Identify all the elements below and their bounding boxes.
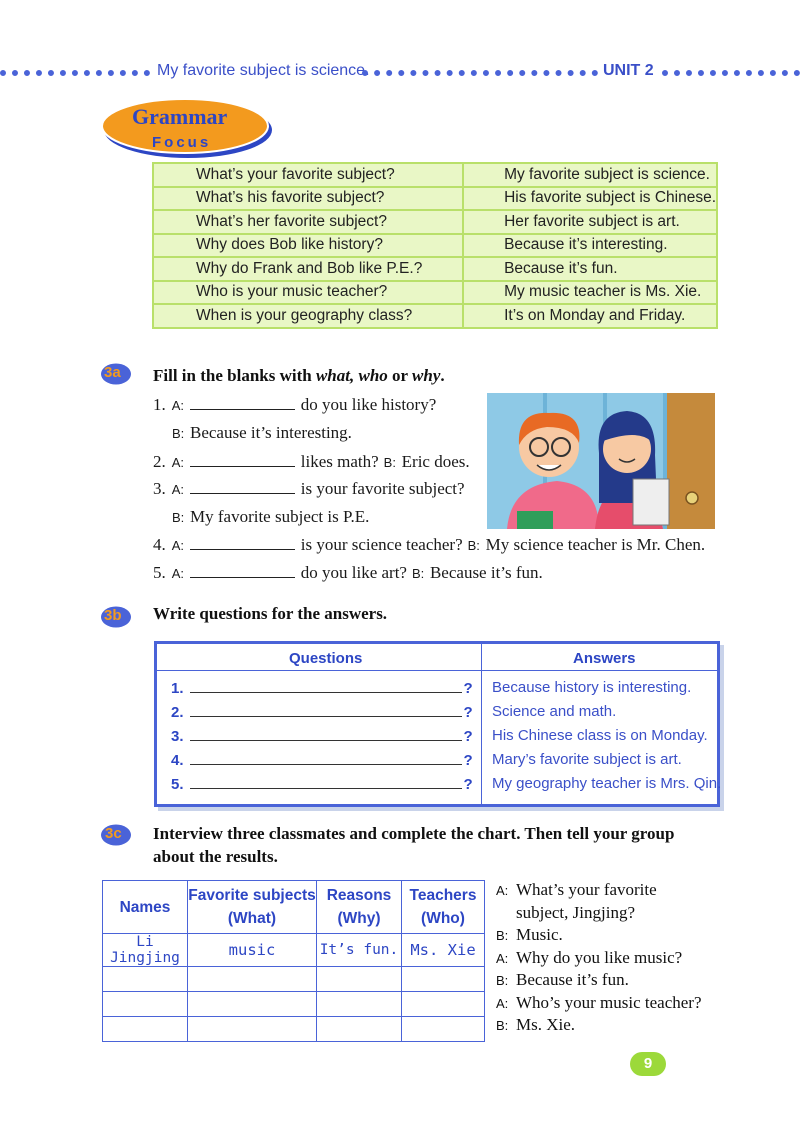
answer-row: My geography teacher is Mrs. Qin. [492,775,722,792]
line-text: do you like art? [300,563,407,582]
col-names: Names [103,881,188,934]
speaker-label: B: [496,928,509,943]
question-number: 4. [171,752,184,769]
instr-or: or [387,366,413,385]
column-divider [481,644,482,804]
exercise-3a-line [153,395,436,415]
header-dots-left [0,70,150,82]
example-subject: music [188,934,317,967]
question-blank[interactable] [190,775,462,789]
grammar-answer: Because it’s interesting. [463,234,717,258]
speaker-label: A: [171,455,185,470]
question-number: 3. [171,728,184,745]
col-reasons [317,881,402,934]
question-blank[interactable] [190,703,462,717]
line-text: My science teacher is Mr. Chen. [485,535,706,554]
focus-word: Focus [152,134,212,151]
grammar-row [153,234,717,258]
chart-cell[interactable] [103,992,188,1017]
question-number: 1. [171,680,184,697]
dialog-line [496,925,563,945]
line-text: is your favorite subject? [300,479,465,498]
grammar-row [153,163,717,187]
section-3b-instruction: Write questions for the answers. [153,604,388,623]
chart-cell[interactable] [317,1017,402,1042]
line-text: likes math? [300,452,379,471]
page-number: 9 [630,1052,666,1076]
students-illustration [487,393,715,529]
instr-line2: about the results. [153,847,278,866]
answer-blank[interactable] [190,452,295,467]
question-row [171,727,473,745]
answer-blank[interactable] [190,395,295,410]
col-teachers-l1: Teachers [409,887,477,904]
col-subjects [188,881,317,934]
question-mark: ? [463,704,473,721]
question-number: 5. [171,776,184,793]
item-number: 4. [153,535,166,554]
item-number: 2. [153,452,166,471]
grammar-question: What’s his favorite subject? [153,187,463,211]
col-teachers [402,881,485,934]
grammar-question: Why does Bob like history? [153,234,463,258]
exercise-3a-line [153,535,705,555]
answer-blank[interactable] [190,535,295,550]
question-row [171,679,473,697]
speaker-label: B: [467,538,480,553]
chart-cell[interactable] [103,967,188,992]
example-name: Li Jingjing [103,934,188,967]
section-3a-instruction [153,364,445,387]
dialog-line [496,948,682,968]
grammar-answer: Because it’s fun. [463,257,717,281]
header-dots-middle [362,70,598,82]
instr-word-what-who: what, who [315,366,388,385]
header-unit: UNIT 2 [603,62,654,79]
instr-line1: Interview three classmates and complete the chart. Then tell your group [153,824,675,843]
instr-end: . [440,366,445,385]
grammar-row [153,281,717,305]
header-title: My favorite subject is science. [157,62,370,79]
grammar-answer: My music teacher is Ms. Xie. [463,281,717,305]
question-row [171,775,473,793]
question-row [171,703,473,721]
line-text: Eric does. [401,452,470,471]
speaker-label: A: [171,482,185,497]
line-text: is your science teacher? [300,535,463,554]
answer-blank[interactable] [190,479,295,494]
section-3c-label: 3c [105,825,122,842]
line-text: My favorite subject is P.E. [190,507,370,526]
line-text: Because it’s fun. [429,563,543,582]
col-subjects-l2: (What) [227,910,277,927]
answers-header: Answers [573,650,636,667]
dialog-text: What’s your favorite [516,880,657,899]
dialog-line [496,880,657,900]
section-3a-label: 3a [104,364,121,381]
answer-row: Because history is interesting. [492,679,692,696]
speaker-label: B: [172,510,185,525]
question-mark: ? [463,752,473,769]
dialog-text: Why do you like music? [516,947,683,967]
answer-row: Science and math. [492,703,617,720]
chart-cell[interactable] [188,992,317,1017]
question-mark: ? [463,776,473,793]
chart-cell[interactable] [188,1017,317,1042]
dialog-line [496,903,635,923]
chart-cell[interactable] [103,1017,188,1042]
grammar-row [153,304,717,328]
answer-row: Mary’s favorite subject is art. [492,751,682,768]
question-blank[interactable] [190,727,462,741]
col-reasons-l2: (Why) [337,910,381,927]
grammar-question: What’s her favorite subject? [153,210,463,234]
col-subjects-l1: Favorite subjects [188,887,316,904]
grammar-word: Grammar [132,104,228,129]
chart-cell[interactable] [402,992,485,1017]
speaker-label: A: [496,883,509,898]
line-text: Because it’s interesting. [190,423,352,442]
grammar-question: What’s your favorite subject? [153,163,463,187]
speaker-label: A: [171,398,185,413]
grammar-row [153,257,717,281]
dialog-text: Who’s your music teacher? [516,992,702,1012]
grammar-row [153,187,717,211]
questions-header: Questions [289,650,363,667]
speaker-label: B: [383,455,396,470]
speaker-label: B: [172,426,185,441]
exercise-3a-line [172,507,369,527]
exercise-3a-line [153,452,470,472]
speaker-label: B: [496,1018,509,1033]
dialog-line [496,1015,575,1035]
speaker-label: B: [496,973,509,988]
dialog-line [496,970,629,990]
section-3b-label: 3b [104,607,122,624]
dialog-text: Because it’s fun. [516,970,629,989]
grammar-answer: My favorite subject is science. [463,163,717,187]
item-number: 3. [153,479,166,498]
grammar-focus-badge [100,97,276,159]
speaker-label: B: [411,566,425,581]
question-mark: ? [463,728,473,745]
example-teacher: Ms. Xie [402,934,485,967]
speaker-label: A: [496,950,509,966]
chart-cell[interactable] [402,1017,485,1042]
chart-cell[interactable] [317,967,402,992]
dialog-line [496,993,702,1013]
col-teachers-l2: (Who) [421,910,465,927]
speaker-label: A: [171,566,185,581]
question-blank[interactable] [190,751,462,765]
dialog-text: Ms. Xie. [516,1015,576,1034]
question-number: 2. [171,704,184,721]
header-dots-right [662,70,800,82]
question-mark: ? [463,680,473,697]
instr-text: Fill in the blanks with [153,366,316,385]
dialog-text: subject, Jingjing? [516,902,635,922]
question-row [171,751,473,769]
grammar-answer: It’s on Monday and Friday. [463,304,717,328]
grammar-question: Why do Frank and Bob like P.E.? [153,257,463,281]
grammar-question: When is your geography class? [153,304,463,328]
grammar-answer: Her favorite subject is art. [463,210,717,234]
exercise-3a-line [172,423,352,443]
example-reason: It’s fun. [317,934,402,967]
answer-row: His Chinese class is on Monday. [492,727,708,744]
question-blank[interactable] [190,679,462,693]
grammar-answer: His favorite subject is Chinese. [463,187,717,211]
grammar-question: Who is your music teacher? [153,281,463,305]
col-reasons-l1: Reasons [326,887,392,904]
chart-cell[interactable] [188,967,317,992]
questions-answers-table [154,641,720,807]
grammar-row [153,210,717,234]
line-text: do you like history? [300,395,437,414]
instr-word-why: why [412,366,441,385]
item-number: 1. [153,395,166,414]
dialog-text: Music. [516,925,563,944]
speaker-label: A: [496,995,509,1011]
section-3c-instruction [153,822,674,868]
header-divider [157,670,717,671]
exercise-3a-line [153,479,465,499]
grammar-table [152,162,718,329]
chart-cell[interactable] [317,992,402,1017]
item-number: 5. [153,563,166,582]
chart-cell[interactable] [402,967,485,992]
answer-blank[interactable] [190,563,295,578]
speaker-label: A: [171,538,185,553]
interview-chart [102,880,485,1042]
exercise-3a-line [153,563,543,583]
